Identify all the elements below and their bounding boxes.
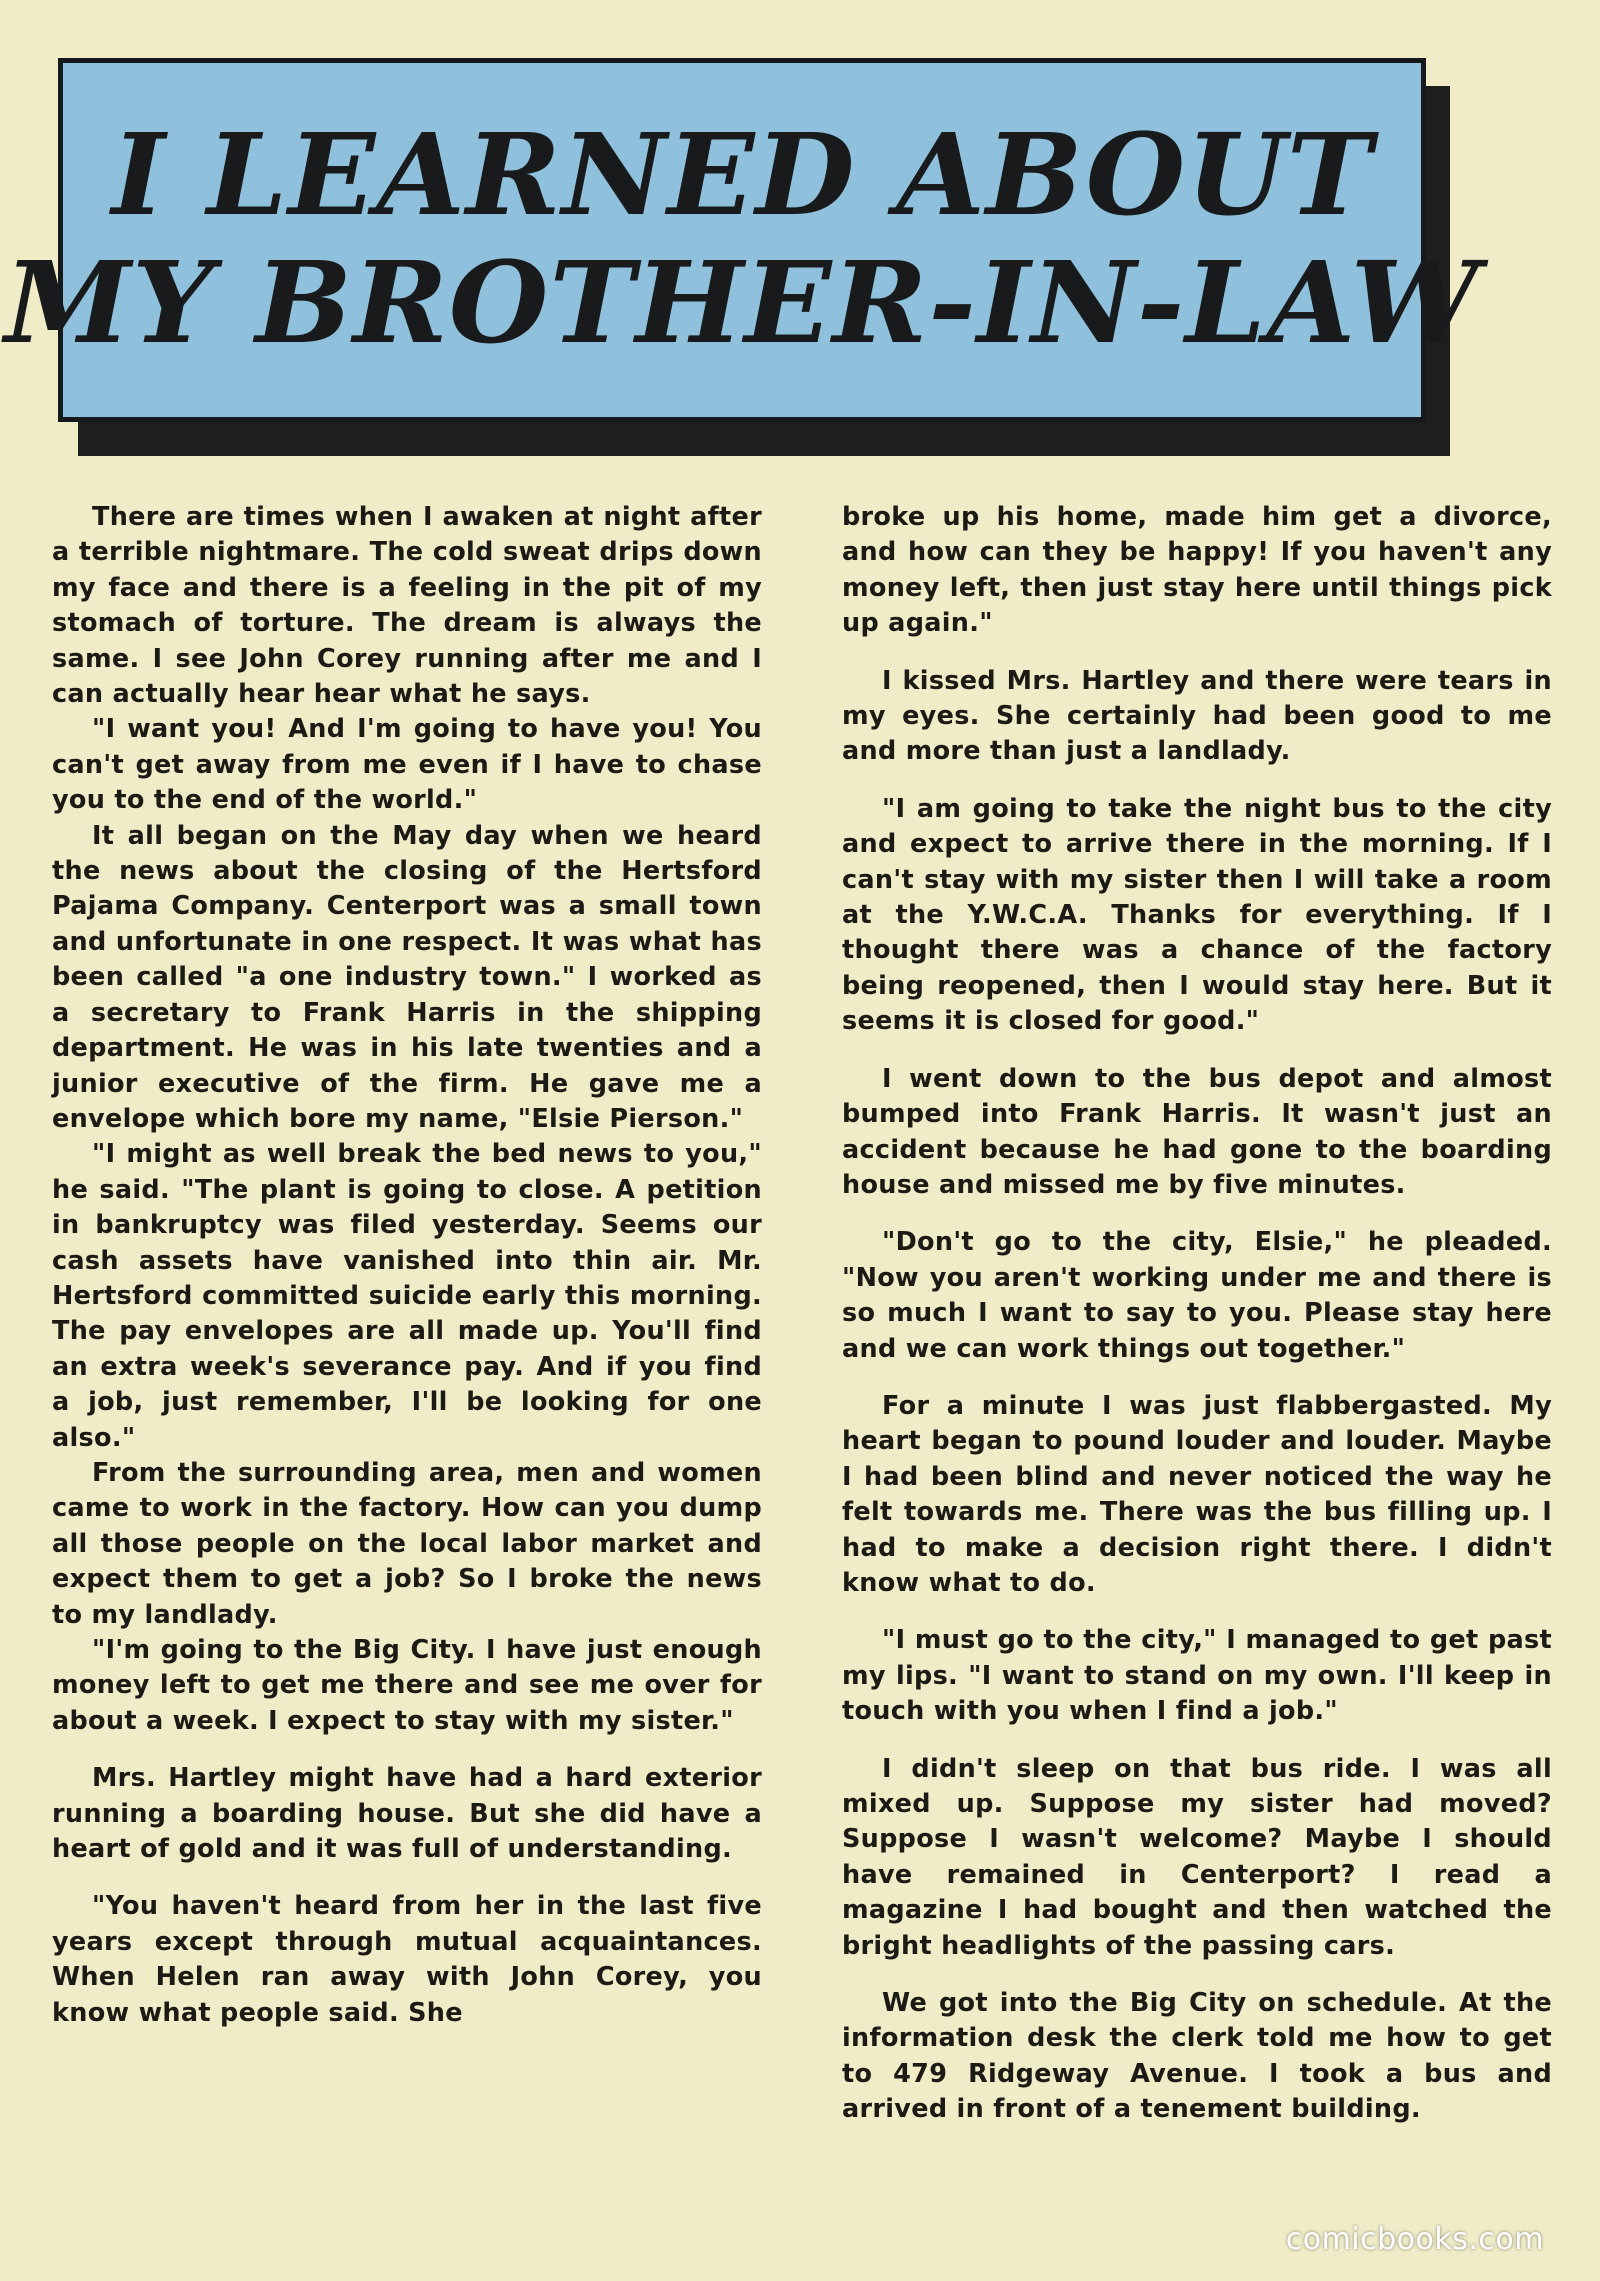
story-columns (52, 500, 1552, 2240)
paragraph: "I might as well break the bed news to you," he said. "The plant is going to close. A petition in bankruptcy was filed yesterday. Seems our cash assets have vanished into thin air. Mr. Hertsford committed suicide early this morning. The pay envelopes are all made up. You'll find an extra week's severance pay. And if you find a job, just remember, I'll be looking for one also." (52, 1139, 762, 1453)
title-line-1: I LEARNED ABOUT (111, 110, 1373, 241)
left-column (52, 500, 762, 2240)
paragraph: "I must go to the city," I managed to get past my lips. "I want to stand on my own. I'll keep in touch with you when I find a job." (842, 1625, 1552, 1727)
paragraph: It all began on the May day when we heard the news about the closing of the Hertsford Pajama Company. Centerport was a small town and unfortunate in one respect. It was what has been called "a one industry town." I worked as a secretary to Frank Harris in the shipping department. He was in his late twenties and a junior executive of the firm. He gave me a envelope which bore my name, "Elsie Pierson." (52, 820, 762, 1134)
paragraph: From the surrounding area, men and women came to work in the factory. How can you dump all those people on the local labor market and expect them to get a job? So I broke the news to my landlady. (52, 1457, 762, 1630)
paragraph: I went down to the bus depot and almost bumped into Frank Harris. It wasn't just an accident because he had gone to the boarding house and missed me by five minutes. (842, 1063, 1552, 1200)
paragraph: I didn't sleep on that bus ride. I was all mixed up. Suppose my sister had moved? Suppose I wasn't welcome? Maybe I should have remained in Centerport? I read a magazine I had bought and then watched the bright headlights of the passing cars. (842, 1753, 1552, 1961)
paragraph: There are times when I awaken at night after a terrible nightmare. The cold sweat drips down my face and there is a feeling in the pit of my stomach of torture. The dream is always the same. I see John Corey running after me and I can actually hear hear what he says. (52, 502, 762, 710)
paragraph: "I want you! And I'm going to have you! You can't get away from me even if I have to chase you to the end of the world." (52, 714, 762, 816)
paragraph: I kissed Mrs. Hartley and there were tears in my eyes. She certainly had been good to me and more than just a landlady. (842, 665, 1552, 767)
watermark: comicbooks.com (1285, 2222, 1544, 2257)
paragraph: "I am going to take the night bus to the city and expect to arrive there in the morning. If I can't stay with my sister then I will take a room at the Y.W.C.A. Thanks for everything. If I thought there was a chance of the factory being reopened, then I would stay here. But it seems it is closed for good." (842, 793, 1552, 1037)
title-banner (4, 58, 1480, 422)
paragraph: "Don't go to the city, Elsie," he pleaded. "Now you aren't working under me and there is so much I want to say to you. Please stay here and we can work things out together." (842, 1227, 1552, 1364)
paragraph: "You haven't heard from her in the last five years except through mutual acquaintances. When Helen ran away with John Corey, you know what people said. She (52, 1891, 762, 2028)
paragraph: broke up his home, made him get a divorce, and how can they be happy! If you haven't any money left, then just stay here until things pick up again." (842, 502, 1552, 639)
right-column (842, 500, 1552, 2240)
paragraph: We got into the Big City on schedule. At the information desk the clerk told me how to get to 479 Ridgeway Avenue. I took a bus and arrived in front of a tenement building. (842, 1988, 1552, 2125)
title-line-2: MY BROTHER-IN-LAW (4, 238, 1480, 369)
paragraph: For a minute I was just flabbergasted. My heart began to pound louder and louder. Maybe I had been blind and never noticed the way he felt towards me. There was the bus filling up. I had to make a decision right there. I didn't know what to do. (842, 1390, 1552, 1598)
paragraph: "I'm going to the Big City. I have just enough money left to get me there and see me over for about a week. I expect to stay with my sister." (52, 1635, 762, 1736)
paragraph: Mrs. Hartley might have had a hard exterior running a boarding house. But she did have a heart of gold and it was full of understanding. (52, 1763, 762, 1865)
